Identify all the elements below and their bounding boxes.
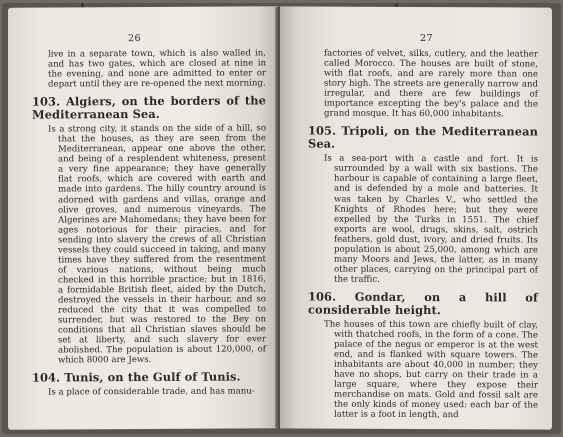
left-page — [8, 6, 278, 429]
page-body — [32, 48, 266, 398]
page-number: 26 — [128, 33, 142, 45]
open-book — [2, 3, 561, 434]
section-heading: 103. Algiers, on the borders of the Mediterranean Sea. — [32, 93, 266, 122]
intro-paragraph: live in a separate town, which is also walled in, and has two gates, which are closed at nine in the evening, and none are admitted to enter or depart until they are re-opened the next morning. — [48, 48, 266, 90]
section-text: Is a strong city, it stands on the side of a hill, so that the houses, as they are seen from the Mediterranean, appear one above the other, and being of a resplendent whiteness, present a very fine appearance; they have generally flat roofs, which are covered with earth and made into gardens. The hilly country around is adorned with gardens and villas, orange and olive groves, and numerous vineyards. The Algerines are Mahomedans; they have been for ages notorious for their piracies, and for sending into slavery the crews of all Christian vessels they could succeed in taking, and many times have they suffered from the resentment of various nations, without being much checked in this horrible practice; but in 1816, a formidable British fleet, aided by the Dutch, destroyed the vessels in their harbour, and so reduced the city that it was compelled to surrender, but was restored to the Bey on conditions that all Christian slaves should be set at liberty, and such slavery for ever abolished. The population is about 120,000, of which 8000 are Jews. — [48, 123, 266, 366]
section-text: The houses of this town are chiefly built of clay, with thatched roofs, in the form of a cone. The palace of the negus or emperor is at the west end, and is flanked with square towers. The inhabitants are about 40,000 in number; they have no shops, but carry on their trade in a large square, where they expose their merchandise on mats. Gold and fossil salt are the only kinds of money used: each bar of the latter is a foot in length, and — [324, 319, 538, 421]
intro-paragraph: factories of velvet, silks, cutlery, and the leather called Morocco. The houses are built of stone, with flat roofs, and are rarely more than one story high. The streets are generally narrow and irregular, and there are few buildings of importance excepting the bey's palace and the grand mosque. It has 60,000 inhabitants. — [324, 48, 538, 120]
section-heading: 104. Tunis, on the Gulf of Tunis. — [32, 369, 241, 385]
section-text: Is a place of considerable trade, and has manu- — [48, 386, 255, 398]
section-text: Is a sea-port with a castle and fort. It is surrounded by a wall with six bastions. The harbour is capable of containing a large fleet, and is defended by a mole and batteries. It was taken by Charles V., who settled the Knights of Rhodes here; but they were expelled by the Turks in 1551. The chief exports are wool, drugs, skins, salt, ostrich feathers, gold dust, ivory, and dried fruits. Its population is about 25,000, among which are many Moors and Jews, the latter, as in many other places, carrying on the principal part of the traffic. — [324, 153, 538, 285]
section-heading: 105. Tripoli, on the Mediterranean Sea. — [308, 123, 538, 151]
right-page — [280, 6, 552, 429]
page-number: 27 — [420, 33, 434, 45]
page-body — [308, 49, 538, 421]
section-heading: 106. Gondar, on a hill of considerable height. — [308, 289, 538, 318]
